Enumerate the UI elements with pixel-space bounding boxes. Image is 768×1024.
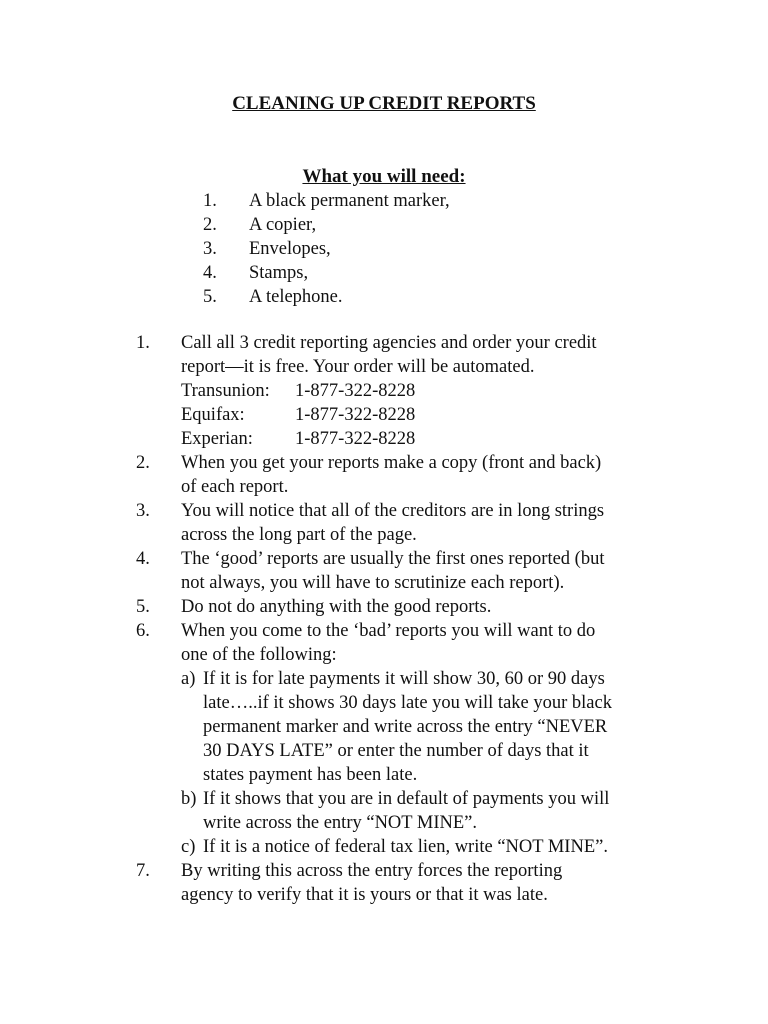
step-text-line: You will notice that all of the creditors are in long strings	[181, 501, 605, 521]
sub-item-line: If it shows that you are in default of payments you will	[203, 789, 610, 809]
step-number: 1.	[136, 333, 150, 353]
step-text-line: Do not do anything with the good reports.	[181, 597, 492, 617]
needs-list-item	[0, 189, 768, 213]
step-item	[0, 619, 768, 859]
needs-heading: What you will need:	[302, 166, 466, 187]
agency-phone-row	[181, 379, 661, 403]
sub-item-line: 30 DAYS LATE” or enter the number of days that it	[203, 741, 589, 761]
list-item-text: A copier,	[249, 215, 317, 235]
step-body	[181, 499, 661, 547]
agency-name: Experian:	[181, 429, 253, 449]
step-body	[181, 547, 661, 595]
sub-item-line: write across the entry “NOT MINE”.	[203, 813, 477, 833]
list-item-text: Stamps,	[249, 263, 309, 283]
step-item	[0, 547, 768, 595]
step-text-line: When you come to the ‘bad’ reports you will want to do	[181, 621, 596, 641]
step-item	[0, 451, 768, 499]
sub-item-line: If it is for late payments it will show 30, 60 or 90 days	[203, 669, 605, 689]
step-text-line: one of the following:	[181, 645, 337, 665]
step-item	[0, 499, 768, 547]
list-item-text: Envelopes,	[249, 239, 331, 259]
list-item-text: A black permanent marker,	[249, 191, 450, 211]
step-text-line: of each report.	[181, 477, 289, 497]
agency-phone-row	[181, 427, 661, 451]
step-body	[181, 619, 661, 859]
step-item	[0, 331, 768, 451]
step-body	[181, 451, 661, 499]
step-text-line: report—it is free. Your order will be automated.	[181, 357, 535, 377]
step-number: 4.	[136, 549, 150, 569]
list-number: 1.	[203, 191, 217, 211]
step-text-line: agency to verify that it is yours or that it was late.	[181, 885, 548, 905]
sub-item-letter: a)	[181, 669, 196, 689]
step-item	[0, 859, 768, 907]
needs-list-item	[0, 213, 768, 237]
step-number: 3.	[136, 501, 150, 521]
list-number: 3.	[203, 239, 217, 259]
list-item-text: A telephone.	[249, 287, 343, 307]
needs-list-item	[0, 285, 768, 309]
sub-item-body	[203, 835, 661, 859]
needs-list	[0, 189, 768, 309]
agency-phone-number: 1-877-322-8228	[295, 381, 416, 401]
list-number: 5.	[203, 287, 217, 307]
agency-phone-number: 1-877-322-8228	[295, 405, 416, 425]
sub-item	[181, 667, 661, 787]
list-number: 2.	[203, 215, 217, 235]
sub-item-body	[203, 787, 661, 835]
agency-phone-row	[181, 403, 661, 427]
sub-item-line: states payment has been late.	[203, 765, 418, 785]
sub-item-line: permanent marker and write across the entry “NEVER	[203, 717, 608, 737]
list-number: 4.	[203, 263, 217, 283]
step-body	[181, 859, 661, 907]
needs-list-item	[0, 261, 768, 285]
agency-phone-number: 1-877-322-8228	[295, 429, 416, 449]
step-text-line: not always, you will have to scrutinize each report).	[181, 573, 565, 593]
step-text-line: When you get your reports make a copy (front and back)	[181, 453, 602, 473]
sub-item	[181, 787, 661, 835]
sub-item-line: late…..if it shows 30 days late you will take your black	[203, 693, 612, 713]
step-body	[181, 595, 661, 619]
step-number: 7.	[136, 861, 150, 881]
step-text-line: By writing this across the entry forces the reporting	[181, 861, 563, 881]
sub-item-body	[203, 667, 661, 787]
agency-name: Equifax:	[181, 405, 245, 425]
sub-item-letter: c)	[181, 837, 196, 857]
document-title: CLEANING UP CREDIT REPORTS	[232, 93, 536, 114]
step-number: 2.	[136, 453, 150, 473]
agency-name: Transunion:	[181, 381, 270, 401]
step-number: 6.	[136, 621, 150, 641]
step-body	[181, 331, 661, 451]
sub-item-letter: b)	[181, 789, 197, 809]
sub-item-line: If it is a notice of federal tax lien, write “NOT MINE”.	[203, 837, 608, 857]
step-text-line: Call all 3 credit reporting agencies and order your credit	[181, 333, 597, 353]
step-number: 5.	[136, 597, 150, 617]
steps-list	[0, 331, 768, 907]
needs-list-item	[0, 237, 768, 261]
step-text-line: The ‘good’ reports are usually the first ones reported (but	[181, 549, 605, 569]
step-item	[0, 595, 768, 619]
sub-item	[181, 835, 661, 859]
step-text-line: across the long part of the page.	[181, 525, 417, 545]
